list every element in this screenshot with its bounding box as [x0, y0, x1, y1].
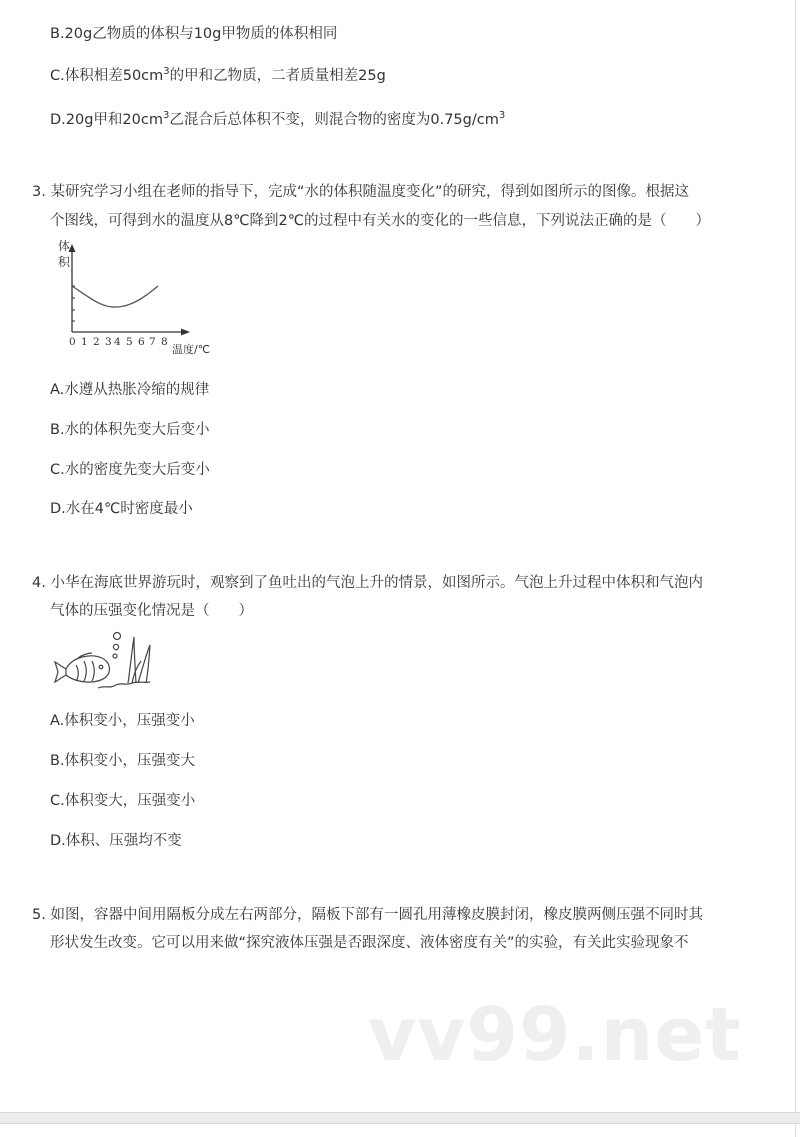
q4-stem-text: 小华在海底世界游玩时，观察到了鱼吐出的气泡上升的情景，如图所示。气泡上升过程中体积和气泡内: [50, 575, 703, 591]
q3-option-c: C.水的密度先变大后变小: [50, 462, 210, 478]
q2-option-c-text: C.体积相差50cm: [50, 68, 164, 84]
q4-option-c: C.体积变大，压强变小: [50, 793, 196, 809]
question-number: 4.: [32, 575, 46, 591]
q2-option-d-text: D.20g甲和20cm: [50, 112, 163, 128]
q2-option-d-text-2: 乙混合后总体积不变，则混合物的密度为0.75g/cm: [169, 112, 499, 128]
q4-stem-line2: 气体的压强变化情况是（ ）: [50, 603, 253, 619]
q2-option-c-text-2: 的甲和乙物质，二者质量相差25g: [169, 68, 386, 84]
superscript: 3: [498, 110, 506, 121]
x-tick: 0: [69, 336, 76, 348]
q3-option-b: B.水的体积先变大后变小: [50, 422, 210, 438]
q3-option-d: D.水在4℃时密度最小: [50, 501, 193, 517]
q5-stem-text: 如图，容器中间用隔板分成左右两部分，隔板下部有一圆孔用薄橡皮膜封闭，橡皮膜两侧压强不同时其: [50, 907, 703, 923]
superscript: 3: [163, 66, 170, 77]
y-axis-label-2: 积: [58, 255, 71, 269]
superscript: 3: [162, 110, 170, 121]
q4-stem-line1: [32, 573, 703, 593]
watermark: vv99.net: [368, 992, 742, 1078]
x-axis-label: 温度/℃: [172, 343, 211, 356]
q2-option-c: [50, 66, 386, 86]
q2-option-b: B.20g乙物质的体积与10g甲物质的体积相同: [50, 26, 338, 42]
x-tick: 3: [105, 336, 112, 348]
x-tick: 4: [114, 336, 121, 348]
q2-option-d: [50, 110, 505, 130]
x-tick: 5: [126, 336, 133, 348]
x-tick: 8: [161, 336, 168, 348]
fish-bubbles-illustration: [50, 625, 160, 691]
q4-option-d: D.体积、压强均不变: [50, 833, 182, 849]
next-page: [0, 1124, 796, 1137]
x-tick: 1: [81, 336, 88, 348]
page-break: [0, 1112, 800, 1124]
q4-option-a: A.体积变小，压强变小: [50, 713, 195, 729]
x-tick: 7: [149, 336, 156, 348]
q3-option-a: A.水遵从热胀冷缩的规律: [50, 382, 210, 398]
question-number: 5.: [32, 907, 46, 923]
q3-stem-line2: 个图线，可得到水的温度从8℃降到2℃的过程中有关水的变化的一些信息，下列说法正确的是（ ）: [50, 213, 711, 229]
q3-stem-line1: [32, 182, 689, 202]
question-number: 3.: [32, 184, 46, 200]
q5-stem-line2: 形状发生改变。它可以用来做“探究液体压强是否跟深度、液体密度有关”的实验，有关此实验现象不: [50, 935, 689, 951]
x-tick: 2: [93, 336, 100, 348]
x-tick: 6: [138, 336, 145, 348]
q3-stem-text: 某研究学习小组在老师的指导下，完成“水的体积随温度变化”的研究，得到如图所示的图像。根据这: [50, 184, 689, 200]
q5-stem-line1: [32, 905, 703, 925]
q4-option-b: B.体积变小，压强变大: [50, 753, 196, 769]
water-volume-temperature-graph: [50, 236, 230, 358]
y-axis-label-1: 体: [58, 239, 71, 253]
